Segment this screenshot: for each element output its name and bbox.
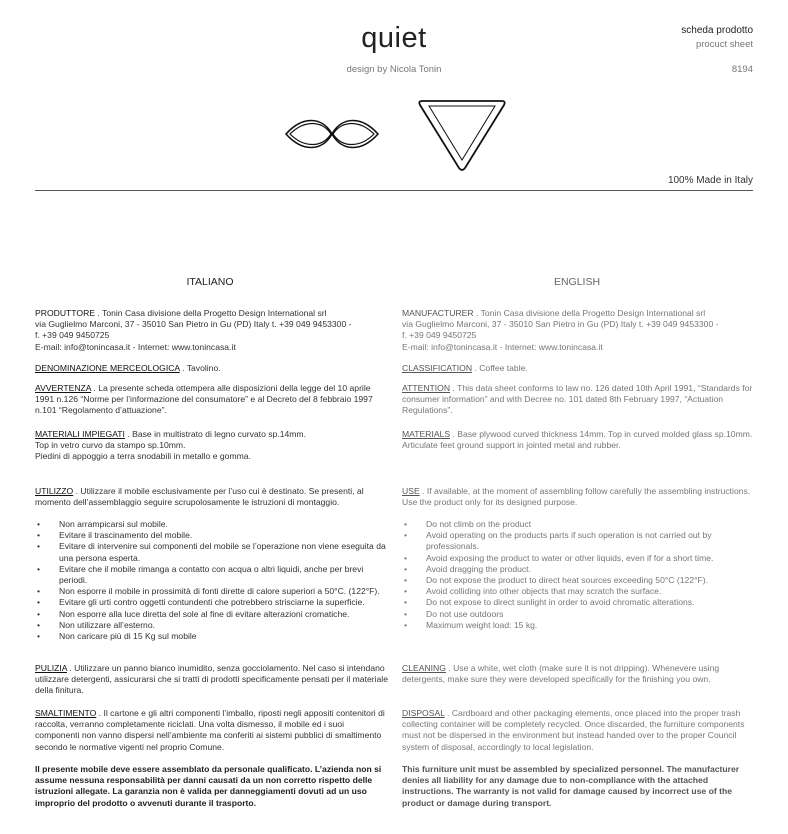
en-disposal-block [402,708,757,753]
it-producer-line2: via Guglielmo Marconi, 37 - 35010 San Pietro in Gu (PD) Italy t. +39 049 9453300 - [35,319,352,330]
en-use-label: USE [402,486,420,496]
en-classification-block [402,363,757,374]
it-disposal-text: . Il cartone e gli altri componenti l’imballo, riposti negli appositi contenitori di raccolta, verranno completamente riciclati. Una volta dismesso, il mobile ed i suoi componenti non vanno dispersi nell’ambiente ma conferiti ai sistemi pubblici di smaltimento secondo le normative vigenti nel proprio Comune. [35,708,385,752]
it-producer-line1: . Tonin Casa divisione della Progetto Design International srl [95,308,327,318]
header-divider [35,190,753,191]
en-materials-label: MATERIALS [402,429,451,439]
en-producer-block [402,308,757,353]
it-use-list [35,519,390,642]
it-producer-line4: E-mail: info@tonincasa.it - Internet: www.tonincasa.it [35,341,236,352]
en-materials-block [402,429,757,451]
list-item: • Non esporre alla luce diretta del sole al fine di evitare alterazioni cromatiche. [35,609,390,620]
it-materials-line2: Top in vetro curvo da stampo sp.10mm. [35,440,186,451]
list-item: • Non caricare più di 15 Kg sul mobile [35,631,390,642]
it-disposal-label: SMALTIMENTO [35,708,97,718]
en-attention-label: ATTENTION [402,383,451,393]
sheet-label-italian: scheda prodotto [681,25,753,36]
list-item: • Non arrampicarsi sul mobile. [35,519,390,530]
it-use-text: . Utilizzare il mobile esclusivamente per l’uso cui è destinato. Se presenti, al momento dell’assemblaggio seguire scrupolosamente le istruzioni di montaggio. [35,486,364,508]
it-materials-label: MATERIALI IMPIEGATI [35,429,125,439]
en-cleaning-label: CLEANING [402,663,446,673]
it-materials-line3: Piedini di appoggio a terra snodabili in metallo e gomma. [35,451,251,462]
list-item: • Do not climb on the product [402,519,757,530]
it-cleaning-label: PULIZIA [35,663,67,673]
en-cleaning-text: . Use a white, wet cloth (make sure it is not dripping). Whenevere using detergents, make sure they were developed specifically for the finishing you own. [402,663,720,685]
it-materials-block [35,429,390,463]
en-producer-line4: E-mail: info@tonincasa.it - Internet: www.tonincasa.it [402,341,603,352]
list-item: • Evitare il trascinamento del mobile. [35,530,390,541]
en-producer-line1: . Tonin Casa divisione della Progetto Design International srl [473,308,706,318]
list-item: • Avoid operating on the products parts if such operation is not carried out by professionals. [402,530,757,552]
it-cleaning-block [35,663,390,697]
en-producer-line3: f. +39 049 9450725 [402,330,477,341]
list-item: • Maximum weight load: 15 kg. [402,620,757,631]
en-use-text: . If available, at the moment of assembling follow carefully the assembling instructions. Use the product only for its designed purpose. [402,486,751,508]
product-title: quiet [361,22,427,54]
it-warning-text: . La presente scheda ottempera alle disposizioni della legge del 10 aprile 1991 n.126 “Norme per l’informazione del consumatore” e al Decreto del 8 febbraio 1997 n.101 “Regolamento d’attuazione”. [35,383,373,416]
en-attention-text: . This data sheet conforms to law no. 126 dated 10th April 1991, “Standards for consumer information” and with Decree no. 101 dated 8th February 1997, “Actuation Regulations”. [402,383,753,416]
list-item: • Avoid dragging the product. [402,564,757,575]
list-item: • Non esporre il mobile in prossimità di fonti dirette di calore superiori a 50°C. (122°F). [35,586,390,597]
en-disposal-label: DISPOSAL [402,708,445,718]
it-warning-label: AVVERTENZA [35,383,92,393]
en-disposal-text: . Cardboard and other packaging elements, once placed into the proper trash collecting container will be completely recycled. Once discarded, the furniture components must not be dispersed in the environment but instead handed over to the proper Council system of disposal, accordingly to local legislation. [402,708,745,752]
sheet-label-english: procuct sheet [695,39,753,50]
list-item: • Do not use outdoors [402,609,757,620]
it-use-label: UTILIZZO [35,486,74,496]
list-item: • Avoid colliding into other objects that may scratch the surface. [402,586,757,597]
list-item: • Evitare che il mobile rimanga a contatto con acqua o altri liquidi, anche per brevi periodi. [35,564,390,586]
top-view-drawing [414,96,510,174]
it-denomination-block [35,363,390,374]
it-denomination-label: DENOMINAZIONE MERCEOLOGICA [35,363,180,373]
en-use-list [402,519,757,631]
it-final-note: Il presente mobile deve essere assemblato da personale qualificato. L’azienda non si assume nessuna responsabilità per danni causati da un non corretto rispetto delle istruzioni allegate. La garanzia non è valida per danneggiamenti dovuti ad un uso improprio del prodotto o avvenuti durante il trasporto. [35,764,382,808]
en-final-note: This furniture unit must be assembled by specialized personnel. The manufacturer denies all liability for any damage due to non-compliance with the attached instructions. The warranty is not valid for damage caused by incorrect use of the product or damage during transport. [402,764,740,808]
it-use-block [35,486,390,508]
list-item: • Evitare gli urti contro oggetti contundenti che potrebbero strisciarne la superficie. [35,597,390,608]
it-producer-label: PRODUTTORE [35,308,96,318]
designer-credit: design by Nicola Tonin [346,64,442,75]
en-cleaning-block [402,663,757,685]
it-denomination-text: . Tavolino. [179,363,221,373]
list-item: • Avoid exposing the product to water or other liquids, even if for a short time. [402,553,757,564]
en-producer-label: MANUFACTURER [402,308,474,318]
en-producer-line2: via Guglielmo Marconi, 37 - 35010 San Pietro in Gu (PD) Italy t. +39 049 9453300 - [402,319,719,330]
column-heading-italian: ITALIANO [186,276,234,288]
it-producer-line3: f. +39 049 9450725 [35,330,110,341]
it-materials-line1: . Base in multistrato di legno curvato sp.14mm. [124,429,306,439]
column-heading-english: ENGLISH [553,276,601,288]
list-item: • Do not expose the product to direct heat sources exceeding 50°C (122°F). [402,575,757,586]
it-cleaning-text: . Utilizzare un panno bianco inumidito, senza gocciolamento. Nel caso si intendano utilizzare detergenti, assicurarsi che si tratti di prodotti specificamente pensati per il materiale della finitura. [35,663,388,696]
en-classification-label: CLASSIFICATION [402,363,473,373]
en-attention-block [402,383,757,417]
made-in-italy-label: 100% Made in Italy [667,175,753,186]
side-view-drawing [282,112,382,156]
en-materials-text: . Base plywood curved thickness 14mm. Top in curved molded glass sp.10mm. Articulate feet ground support in jointed metal and rubber. [402,429,753,451]
it-producer-block [35,308,390,353]
list-item: • Evitare di intervenire sui componenti del mobile se l’operazione non viene eseguita da una persona esperta. [35,541,390,563]
list-item: • Do not expose to direct sunlight in order to avoid chromatic alterations. [402,597,757,608]
list-item: • Non utilizzare all’esterno. [35,620,390,631]
it-disposal-block [35,708,390,753]
product-code: 8194 [731,64,753,75]
en-classification-text: . Coffee table. [472,363,528,373]
en-use-block [402,486,757,508]
it-warning-block [35,383,390,417]
